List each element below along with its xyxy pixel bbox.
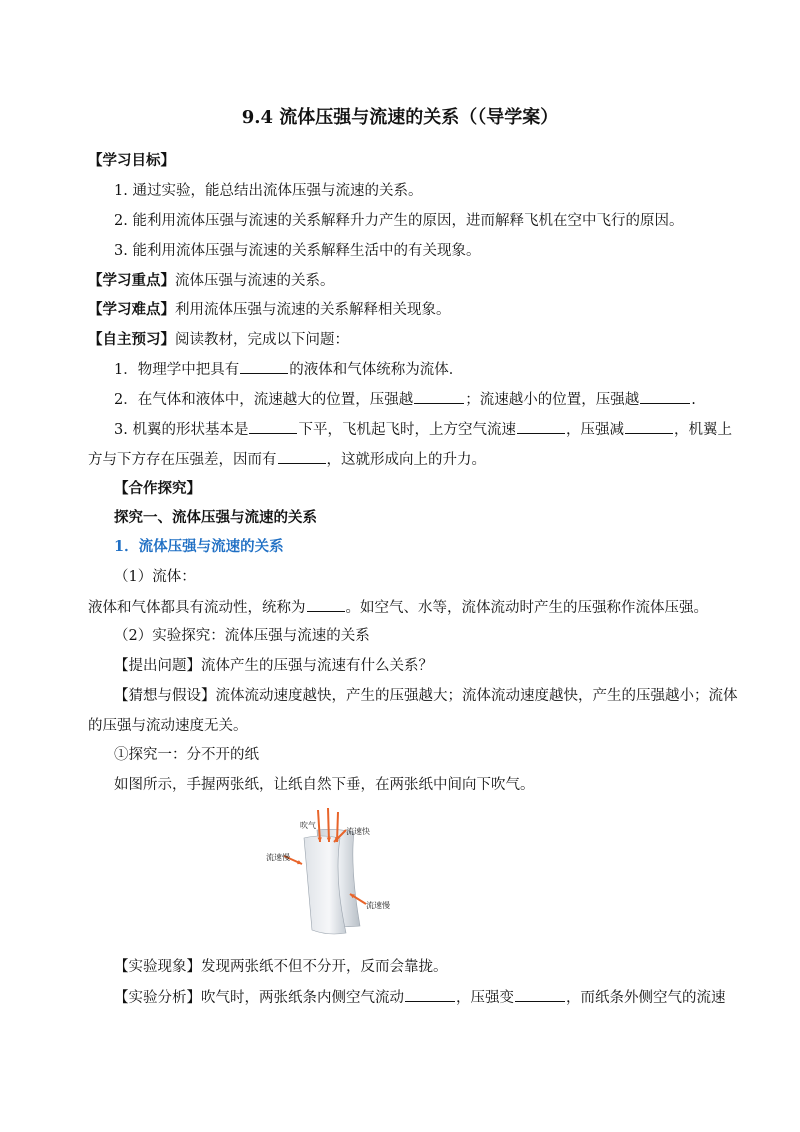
preview: [88, 330, 349, 350]
goal-item-3: 3. 能利用流体压强与流速的关系解释生活中的有关现象。: [114, 243, 481, 259]
page-title: 9.4 流体压强与流速的关系（（导学案）: [241, 107, 559, 128]
label-blow: 吹气: [300, 821, 316, 830]
q2-blank-2[interactable]: [640, 389, 690, 404]
q2-text-c: .: [691, 392, 696, 408]
q1-blank[interactable]: [240, 359, 288, 374]
phenomenon-text: 发现两张纸不但不分开，反而会靠拢。: [201, 959, 448, 975]
analysis-label: 【实验分析】: [114, 990, 201, 1006]
q3-cont-text-a: 方与下方存在压强差，因而有: [88, 452, 277, 468]
question-label: 【提出问题】: [114, 658, 201, 674]
key-point: [88, 271, 335, 291]
section-1-title: 探究一、流体压强与流速的关系: [114, 509, 317, 526]
q2-text-b: ；流速越小的位置，压强越: [465, 392, 640, 408]
q3-blank-2[interactable]: [517, 419, 565, 434]
goals-heading: 【学习目标】: [88, 152, 175, 169]
exp1-title: ①探究一：分不开的纸: [114, 747, 259, 763]
question-text: 流体产生的压强与流速有什么关系？: [201, 658, 433, 674]
q3-cont-text-b: ，这就形成向上的升力。: [326, 452, 486, 468]
label-fast: 流速快: [346, 827, 370, 836]
label-slow-right: 流速慢: [366, 901, 390, 910]
coop-heading: 【合作探究】: [114, 480, 201, 497]
fluid-heading: （1）流体：: [114, 569, 196, 585]
q3-text-c: ，压强减: [565, 422, 624, 438]
preview-text: 阅读教材，完成以下问题：: [175, 332, 349, 348]
preview-q1: [114, 359, 463, 380]
hypothesis-label: 【猜想与假设】: [114, 688, 216, 704]
preview-q3: [114, 419, 732, 440]
analysis-blank-2[interactable]: [515, 987, 565, 1002]
question: [114, 656, 433, 676]
hypothesis: [114, 686, 738, 706]
goal-item-1: 1. 通过实验，能总结出流体压强与流速的关系。: [114, 183, 423, 199]
def-text-a: 液体和气体都具有流动性，统称为: [88, 600, 306, 616]
fluid-definition: [88, 597, 708, 618]
label-slow-left: 流速慢: [266, 853, 290, 862]
q3-text-d: ，机翼上: [673, 422, 732, 438]
difficulty: [88, 300, 451, 320]
preview-q2: [114, 389, 696, 410]
difficulty-label: 【学习难点】: [88, 301, 175, 318]
analysis-blank-1[interactable]: [405, 987, 455, 1002]
paper-blowing-figure: [262, 808, 392, 938]
analysis-text-a: 吹气时，两张纸条内侧空气流动: [201, 990, 404, 1006]
arrow-down-2: [328, 808, 329, 842]
def-text-b: 。如空气、水等，流体流动时产生的压强称作流体压强。: [345, 600, 708, 616]
goal-item-2: 2. 能利用流体压强与流速的关系解释升力产生的原因，进而解释飞机在空中飞行的原因。: [114, 213, 684, 229]
key-point-text: 流体压强与流速的关系。: [175, 273, 335, 289]
preview-label: 【自主预习】: [88, 331, 175, 348]
q2-blank-1[interactable]: [414, 389, 464, 404]
analysis-text-b: ，压强变: [456, 990, 514, 1006]
q3-blank-4[interactable]: [278, 449, 326, 464]
key-point-label: 【学习重点】: [88, 272, 175, 289]
q1-text-b: 的液体和气体统称为流体．: [289, 362, 464, 378]
phenomenon: [114, 957, 448, 977]
q3-blank-1[interactable]: [249, 419, 297, 434]
hypothesis-text: 流体流动速度越快，产生的压强越大；流体流动速度越快，产生的压强越小；流体: [215, 688, 738, 704]
hypothesis-cont: 的压强与流动速度无关。: [88, 718, 248, 734]
analysis-text-c: ，而纸条外侧空气的流速: [566, 990, 726, 1006]
q3-text-a: 3. 机翼的形状基本是: [114, 422, 249, 438]
q3-text-b: 下平，飞机起飞时，上方空气流速: [298, 422, 516, 438]
subsection-1-title: 1．流体压强与流速的关系: [114, 538, 284, 555]
q3-blank-3[interactable]: [625, 419, 673, 434]
q2-text-a: 2．在气体和液体中，流速越大的位置，压强越: [114, 392, 414, 408]
phenomenon-label: 【实验现象】: [114, 959, 201, 975]
experiment-heading: （2）实验探究：流体压强与流速的关系: [114, 628, 370, 644]
exp1-desc: 如图所示，手握两张纸，让纸自然下垂，在两张纸中间向下吹气。: [114, 777, 535, 793]
paper-illustration: [262, 808, 392, 938]
analysis: [114, 987, 726, 1008]
q1-text-a: 1．物理学中把具有: [114, 362, 240, 378]
def-blank[interactable]: [307, 597, 345, 612]
preview-q3-cont: [88, 449, 486, 470]
difficulty-text: 利用流体压强与流速的关系解释相关现象。: [175, 302, 451, 318]
